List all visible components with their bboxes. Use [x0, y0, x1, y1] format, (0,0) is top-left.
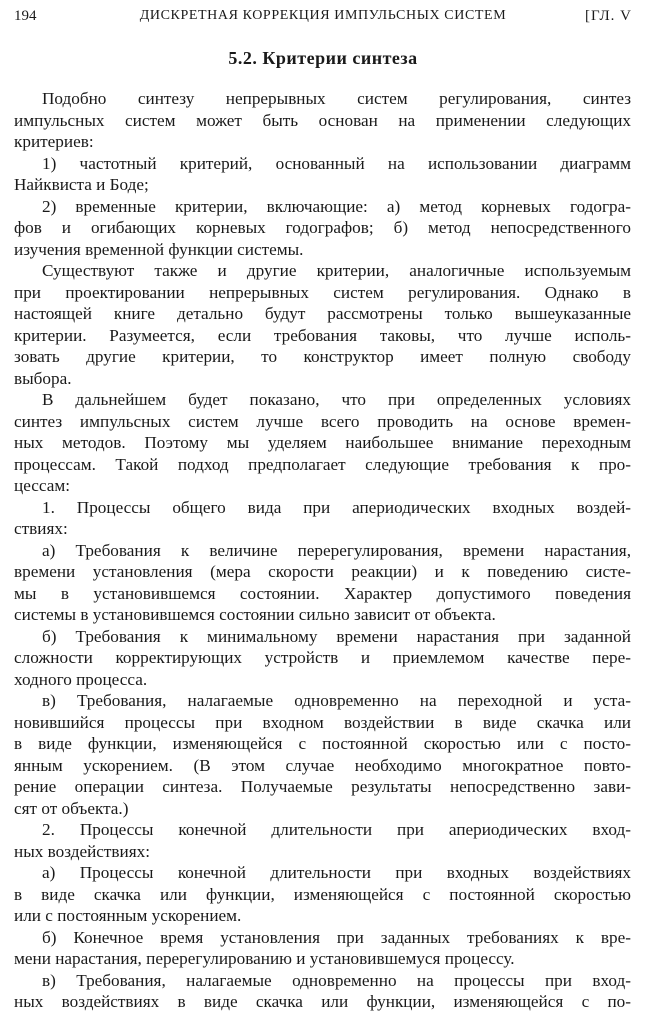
text-line: в виде скачка или функции, изменяющейся с постоянной скоростью [14, 884, 631, 904]
paragraph [14, 626, 631, 691]
text-line: зовать другие критерии, то конструктор имеет полную свободу [14, 347, 631, 366]
text-line: ходного процесса. [14, 669, 148, 689]
paragraph [14, 819, 631, 862]
paragraph [14, 927, 631, 970]
text-line: а) Процессы конечной длительности при входных воздействиях [42, 863, 631, 882]
text-line: системы в установившемся состоянии сильно зависит от объекта. [14, 605, 496, 624]
text-line: сложности корректирующих устройств и приемлемом качестве пере- [14, 648, 631, 667]
text-line: ствиях: [14, 519, 68, 538]
text-line: импульсных систем может быть основан на применении следующих [14, 110, 631, 130]
body-text [14, 88, 631, 1013]
text-line: в) Требования, налагаемые одновременно на процессы при вход- [42, 970, 631, 990]
paragraph [14, 970, 631, 1013]
page-number: 194 [14, 8, 37, 24]
text-line: фов и огибающих корневых годографов; б) метод непосредственного [14, 218, 631, 237]
running-header [14, 8, 632, 32]
text-line: новившийся процессы при входном воздействии в виде скачка или [14, 712, 631, 732]
paragraph [14, 88, 631, 153]
chapter-label: [ГЛ. V [584, 8, 632, 24]
paragraph [14, 540, 631, 626]
paragraph [14, 690, 631, 819]
text-line: процессам. Такой подход предполагает следующие требования к про- [14, 454, 631, 474]
text-line: сят от объекта.) [14, 798, 129, 818]
text-line: Существуют также и другие критерии, аналогичные используемым [42, 261, 631, 280]
text-line: б) Требования к минимальному времени нарастания при заданной [42, 626, 631, 646]
text-line: критериев: [14, 132, 94, 151]
text-line: критерии. Разумеется, если требования таковы, что лучше исполь- [14, 325, 631, 345]
text-line: цессам: [14, 476, 71, 495]
text-line: настоящей книге детально будут рассмотрены только вышеуказанные [14, 304, 631, 323]
text-line: синтез импульсных систем лучше всего проводить на основе времен- [14, 411, 631, 431]
section-title: 5.2. Критерии синтеза [228, 48, 418, 68]
paragraph [14, 862, 631, 927]
paragraph [14, 153, 631, 196]
text-line: выбора. [14, 368, 72, 388]
text-line: а) Требования к величине перерегулирования, времени нарастания, [42, 540, 631, 560]
text-line: изучения временной функции системы. [14, 239, 304, 259]
text-line: в виде функции, изменяющейся с постоянной скоростью или с посто- [14, 734, 631, 753]
text-line: 2) временные критерии, включающие: а) метод корневых годогра- [42, 196, 631, 216]
text-line: рение операции синтеза. Получаемые результаты непосредственно зави- [14, 777, 631, 796]
paragraph [14, 196, 631, 261]
running-title: ДИСКРЕТНАЯ КОРРЕКЦИЯ ИМПУЛЬСНЫХ СИСТЕМ [139, 8, 507, 23]
text-line: времени установления (мера скорости реакции) и к поведению систе- [14, 562, 631, 581]
text-line: ных методов. Поэтому мы уделяем наибольшее внимание переходным [14, 433, 631, 452]
text-line: или с постоянным ускорением. [14, 906, 242, 925]
paragraph [14, 260, 631, 389]
text-line: при проектировании непрерывных систем регулирования. Однако в [14, 282, 631, 302]
text-line: В дальнейшем будет показано, что при определенных условиях [42, 390, 631, 409]
text-line: мени нарастания, перерегулированию и установившемуся процессу. [14, 949, 515, 968]
text-line: янным ускорением. (В этом случае необходимо многократное повто- [14, 755, 631, 775]
text-line: в) Требования, налагаемые одновременно на переходной и уста- [42, 691, 631, 710]
text-line: 1. Процессы общего вида при апериодических входных воздей- [42, 497, 631, 517]
text-line: 1) частотный критерий, основанный на использовании диаграмм [42, 153, 631, 173]
text-line: ных воздействиях: [14, 841, 151, 861]
text-line: ных воздействиях в виде скачка или функции, изменяющейся с по- [14, 992, 631, 1011]
text-line: б) Конечное время установления при заданных требованиях к вре- [42, 927, 631, 947]
paragraph [14, 497, 631, 540]
text-line: 2. Процессы конечной длительности при апериодических вход- [42, 820, 631, 839]
text-line: мы в установившемся состоянии. Характер допустимого поведения [14, 583, 631, 603]
text-line: Найквиста и Боде; [14, 175, 149, 194]
text-line: Подобно синтезу непрерывных систем регулирования, синтез [42, 89, 631, 108]
paragraph [14, 389, 631, 497]
